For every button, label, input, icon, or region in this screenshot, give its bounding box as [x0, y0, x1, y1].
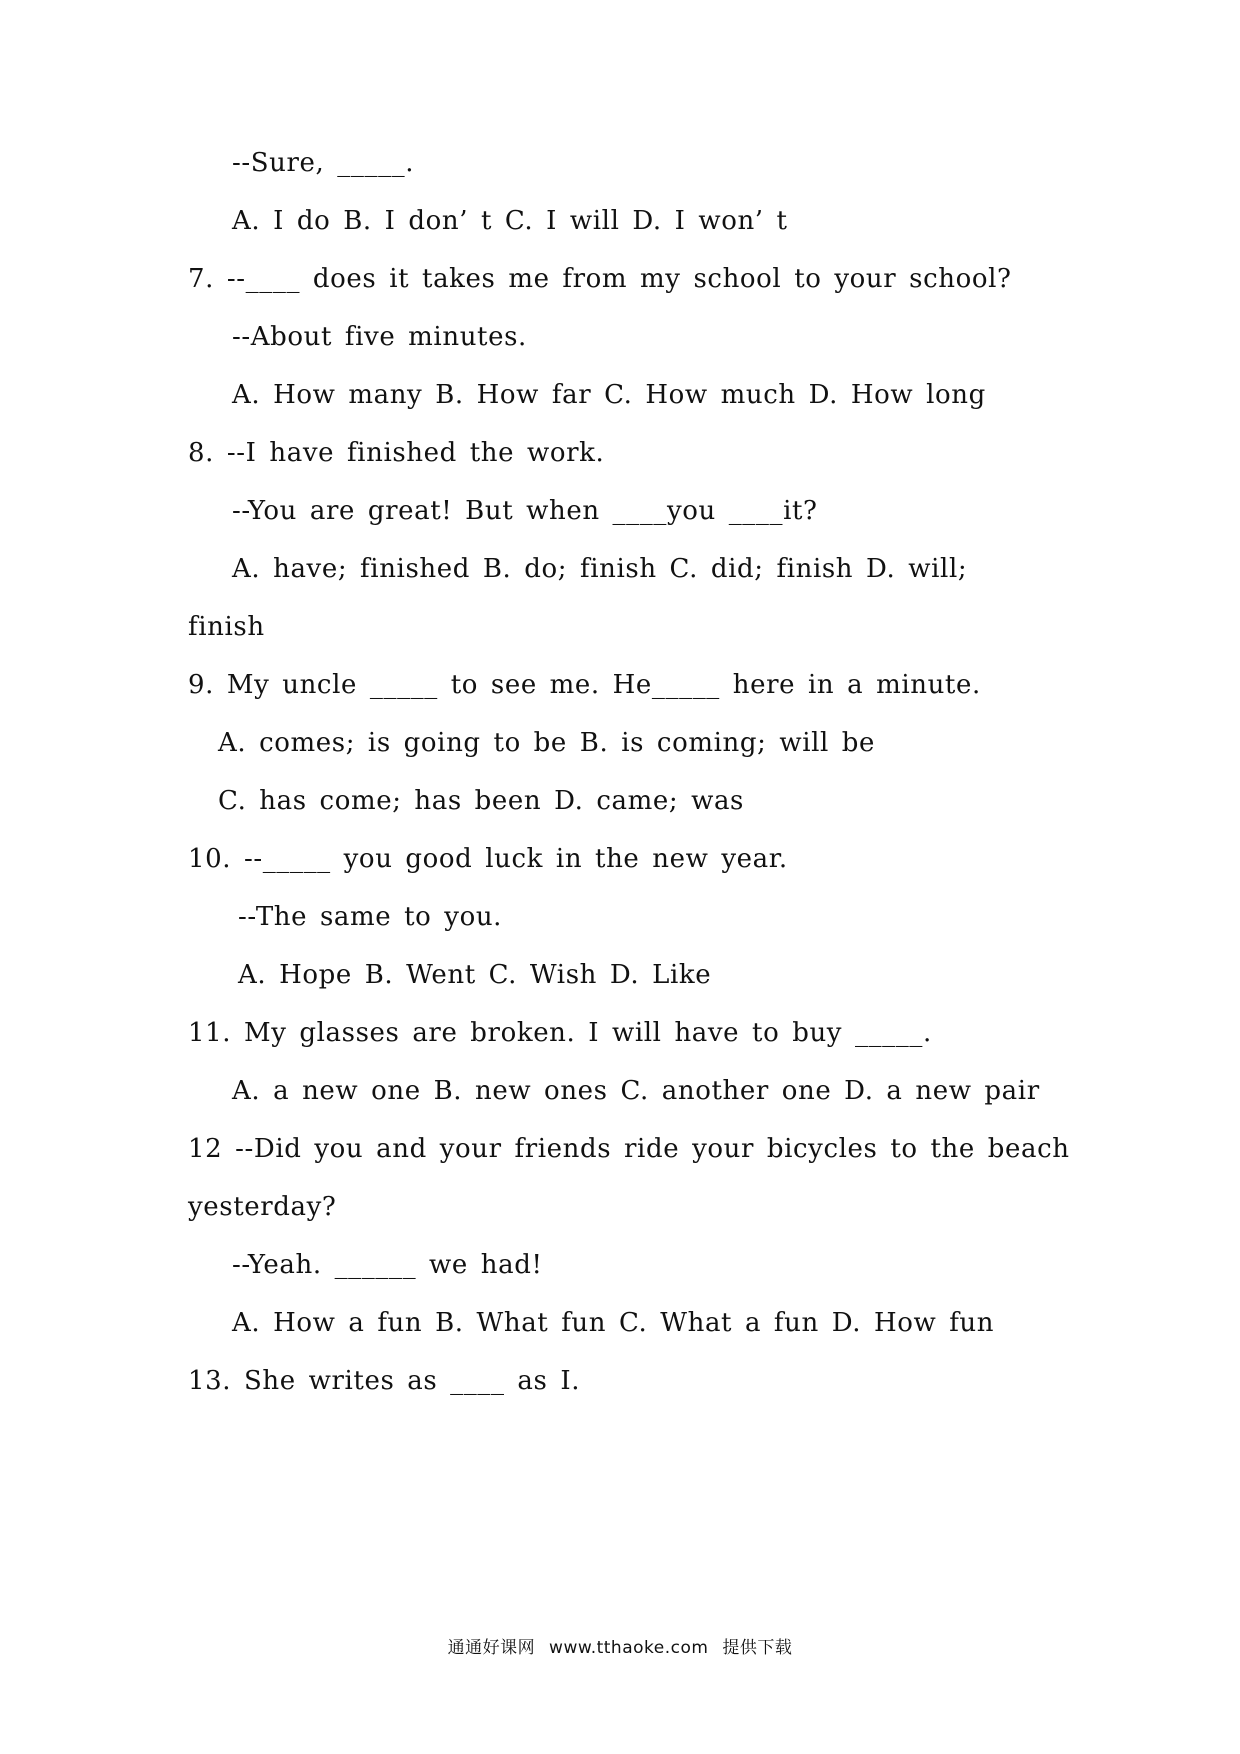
footer-url: www.tthaoke.com: [549, 1638, 709, 1658]
question-12-prompt-continued: yesterday?: [188, 1192, 337, 1222]
question-12-prompt: 12 --Did you and your friends ride your bicycles to the beach: [188, 1134, 1070, 1164]
question-8-options: A. have; finished B. do; finish C. did; finish D. will;: [232, 554, 968, 584]
question-6-options: A. I do B. I don’ t C. I will D. I won’ t: [232, 206, 788, 236]
question-12-answer-line: --Yeah. ______ we had!: [232, 1250, 543, 1280]
question-7-prompt: 7. --____ does it takes me from my school to your school?: [188, 264, 1012, 294]
question-8-options-continued: finish: [188, 612, 265, 642]
question-9-prompt: 9. My uncle _____ to see me. He_____ here in a minute.: [188, 670, 981, 700]
question-10-answer-line: --The same to you.: [238, 902, 503, 932]
page-footer: [0, 1636, 1240, 1660]
question-13-prompt: 13. She writes as ____ as I.: [188, 1366, 581, 1396]
question-11-options: A. a new one B. new ones C. another one D. a new pair: [232, 1076, 1040, 1106]
question-6-answer-line: --Sure, _____.: [232, 148, 415, 178]
question-10-prompt: 10. --_____ you good luck in the new year.: [188, 844, 788, 874]
question-12-options: A. How a fun B. What fun C. What a fun D. How fun: [232, 1308, 995, 1338]
footer-site-name: 通通好课网: [447, 1638, 536, 1658]
question-7-answer-line: --About five minutes.: [232, 322, 527, 352]
question-11-prompt: 11. My glasses are broken. I will have to buy _____.: [188, 1018, 932, 1048]
question-9-options-ab: A. comes; is going to be B. is coming; will be: [218, 728, 876, 758]
question-7-options: A. How many B. How far C. How much D. How long: [232, 380, 986, 410]
question-10-options: A. Hope B. Went C. Wish D. Like: [238, 960, 712, 990]
footer-suffix: 提供下载: [722, 1638, 793, 1658]
question-8-answer-line: --You are great! But when ____you ____it?: [232, 496, 818, 526]
question-8-prompt: 8. --I have finished the work.: [188, 438, 605, 468]
question-9-options-cd: C. has come; has been D. came; was: [218, 786, 744, 816]
